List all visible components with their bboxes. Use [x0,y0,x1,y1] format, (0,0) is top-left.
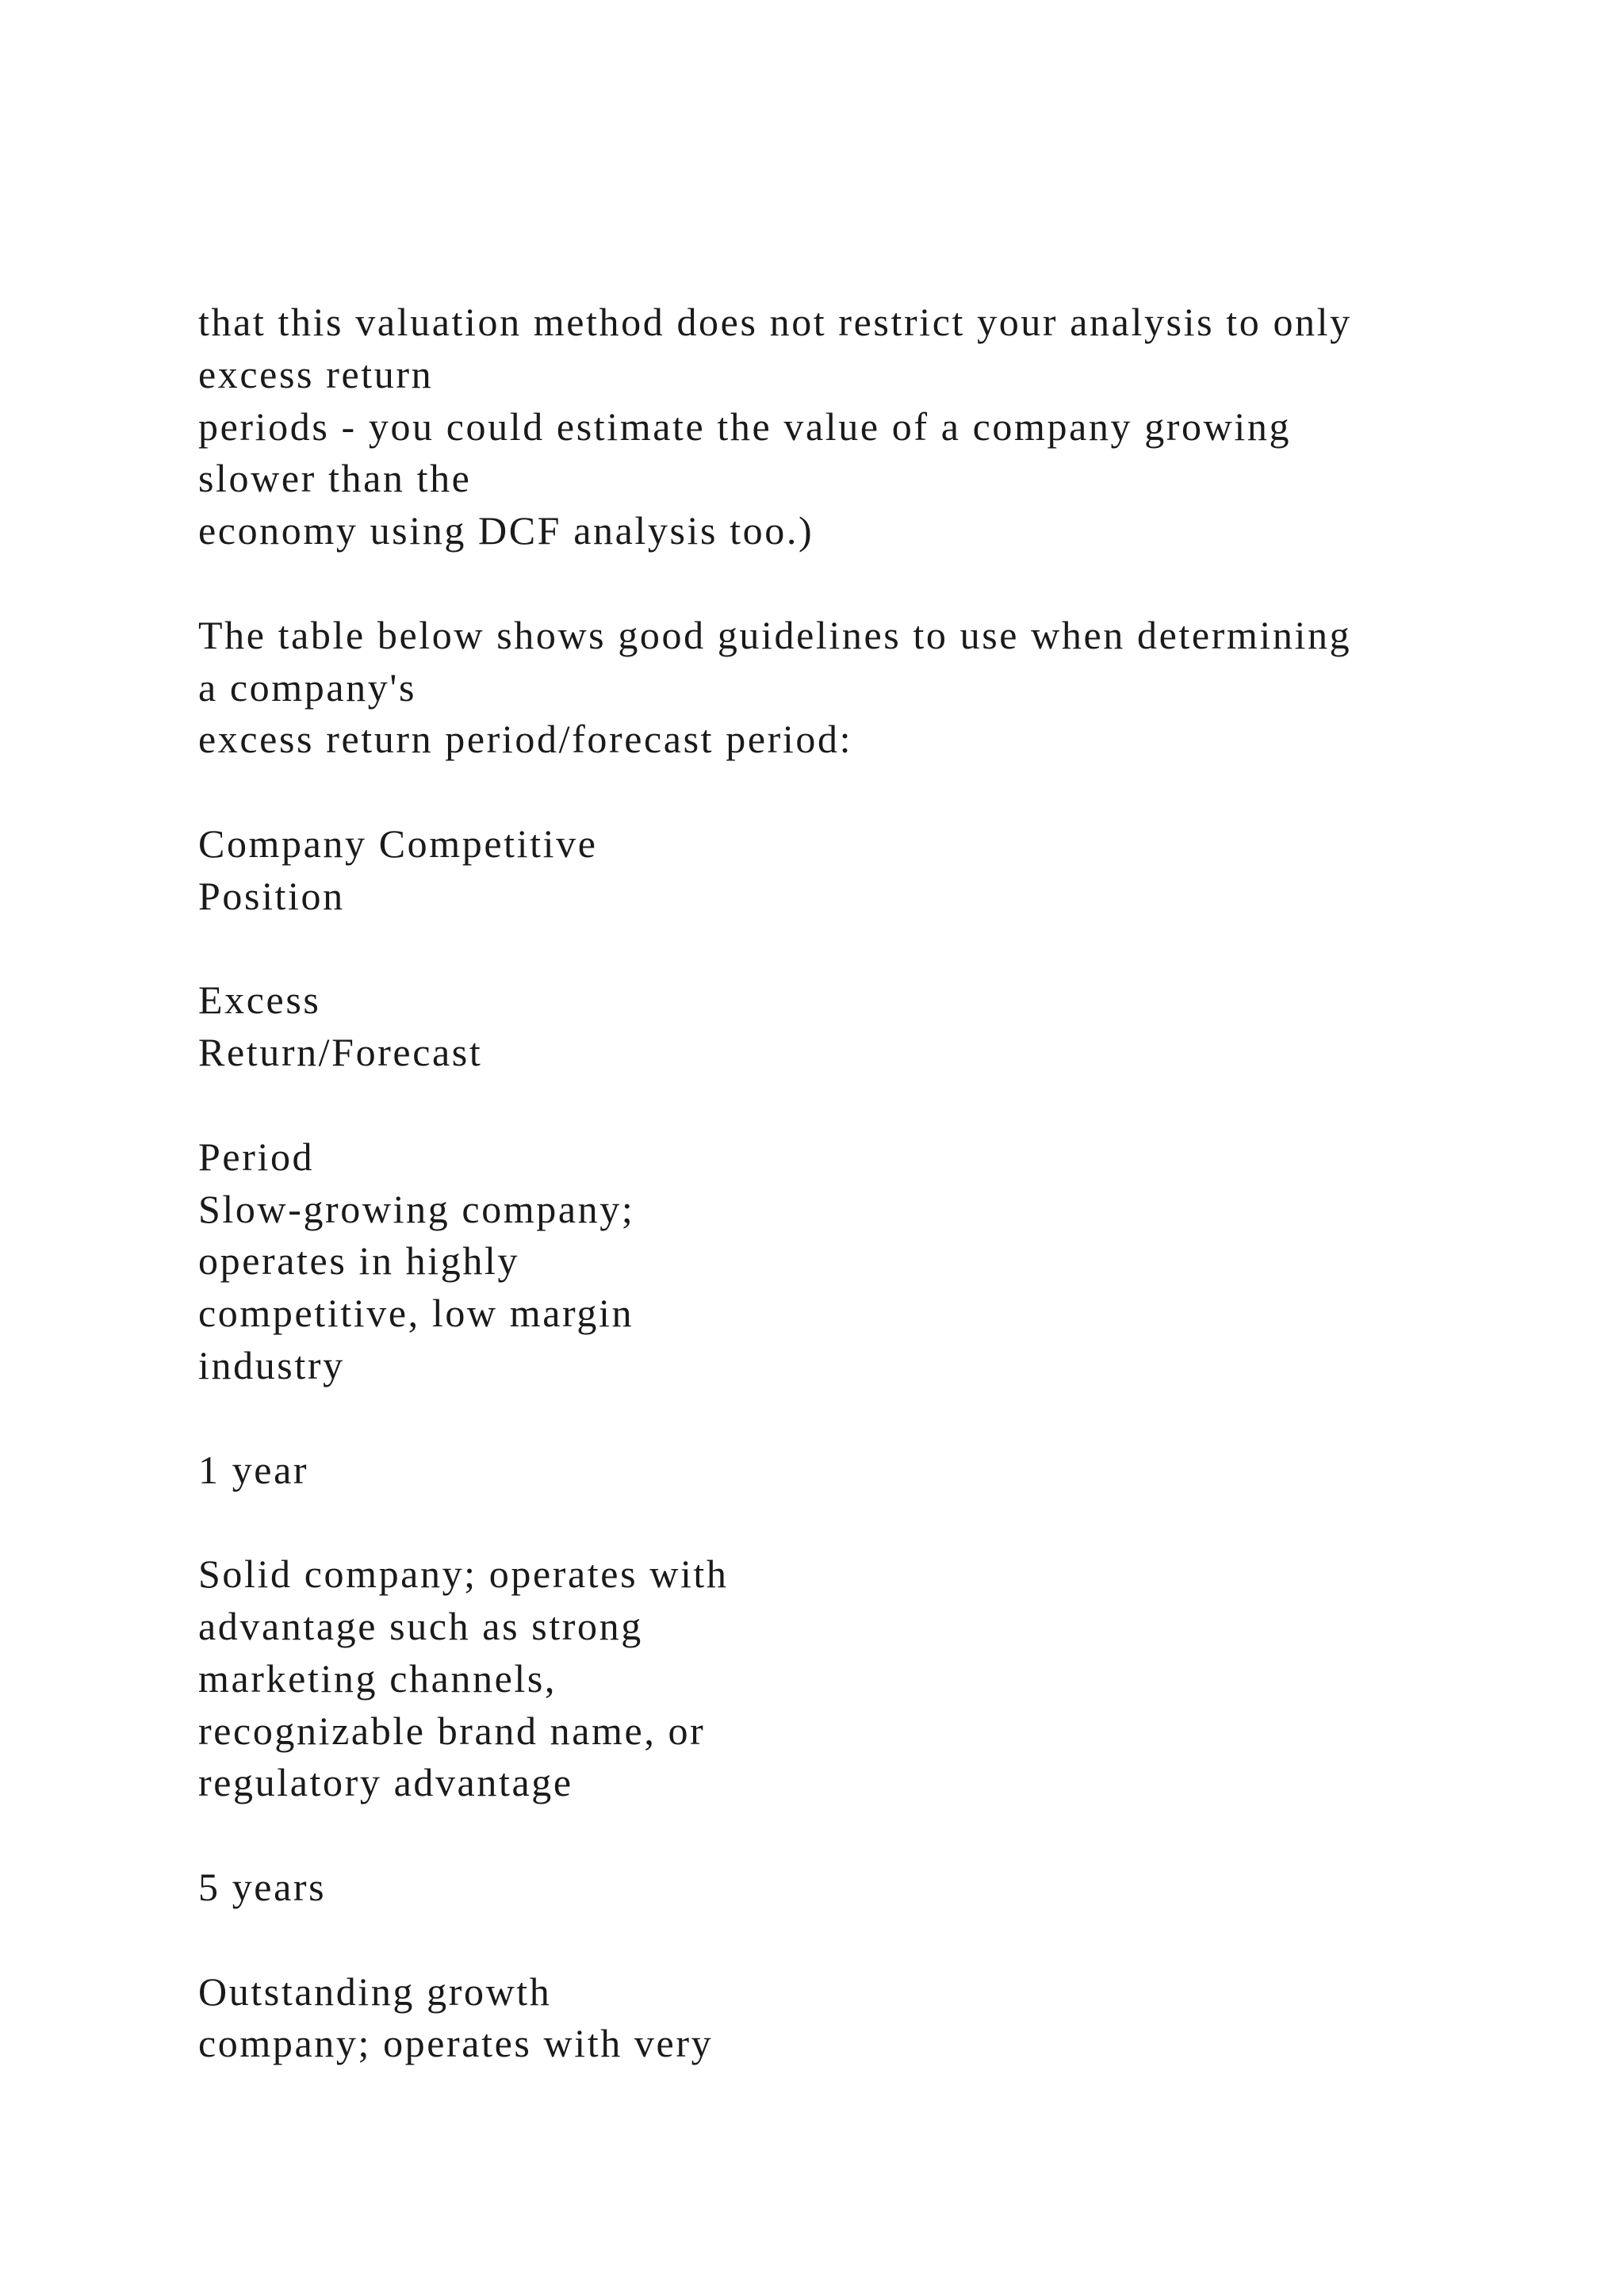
blank-line [198,1392,1507,1445]
table-cell-position: Outstanding growth [198,1969,552,2014]
blank-line [198,1914,1507,1966]
text-line: The table below shows good guidelines to use when determining [198,612,1352,657]
blank-line [198,1809,1507,1862]
blank-line [198,1496,1507,1548]
blank-line [198,557,1507,610]
text-line: excess return [198,351,434,396]
document-body [198,297,1507,2070]
text-line: slower than the [198,456,472,501]
table-cell-position: Slow-growing company; [198,1186,635,1231]
table-cell-position: company; operates with very [198,2021,714,2066]
table-cell-position: Solid company; operates with [198,1552,729,1597]
table-cell-position: competitive, low margin [198,1291,634,1336]
table-cell-period: 5 years [198,1864,327,1909]
table-cell-period: 1 year [198,1447,309,1492]
table-cell-position: recognizable brand name, or [198,1708,706,1753]
text-line: that this valuation method does not restrict your analysis to only [198,300,1352,344]
text-line: a company's [198,664,417,710]
table-header-period: Return/Forecast [198,1030,483,1075]
text-line: economy using DCF analysis too.) [198,508,814,553]
text-line: excess return period/forecast period: [198,717,853,762]
table-cell-position: operates in highly [198,1238,520,1284]
blank-line [198,923,1507,975]
blank-line [198,766,1507,818]
table-cell-position: marketing channels, [198,1655,557,1701]
table-header-position: Company Competitive [198,821,598,866]
table-header-position: Position [198,873,345,918]
table-cell-position: regulatory advantage [198,1760,573,1805]
table-header-period: Excess [198,978,321,1023]
table-header-period: Period [198,1134,315,1179]
table-cell-position: advantage such as strong [198,1603,643,1648]
text-line: periods - you could estimate the value of a company growing [198,404,1292,449]
blank-line [198,1079,1507,1131]
table-cell-position: industry [198,1342,345,1387]
